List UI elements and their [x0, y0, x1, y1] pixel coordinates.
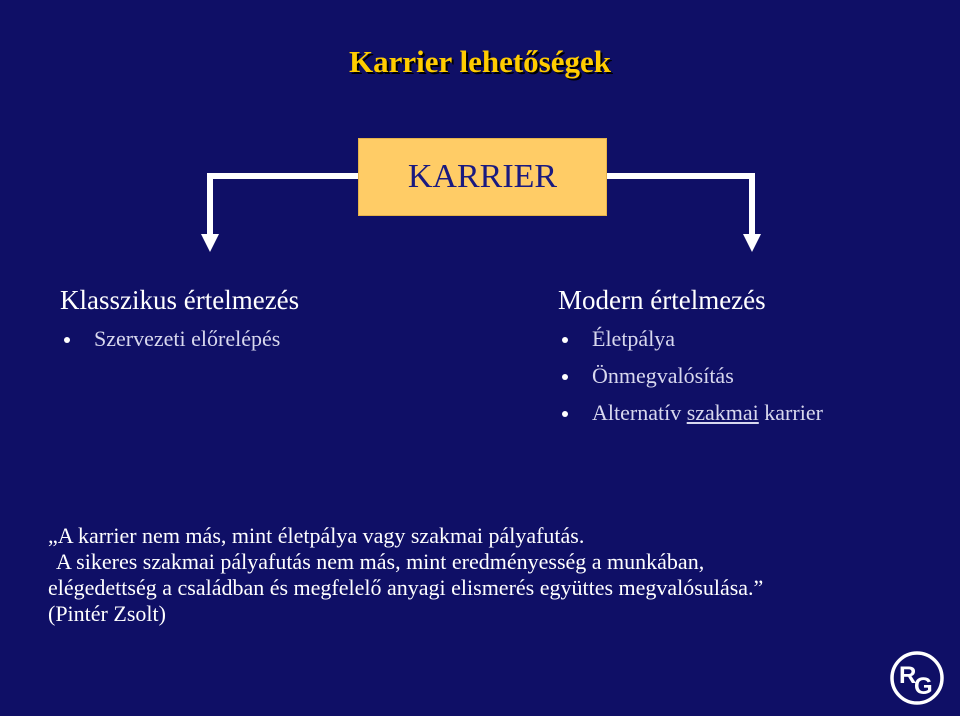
bullet-icon	[562, 374, 568, 380]
right-arrowhead	[743, 234, 761, 252]
classic-heading: Klasszikus értelmezés	[60, 285, 300, 315]
bullet-icon	[562, 411, 568, 417]
logo-letter-g: G	[914, 673, 933, 700]
list-item-underlined: szakmai	[686, 400, 759, 425]
right-connector-line	[605, 176, 752, 236]
left-arrowhead	[201, 234, 219, 252]
list-item	[558, 400, 823, 437]
modern-heading: Modern értelmezés	[558, 285, 766, 315]
list-item	[60, 326, 280, 363]
slide-title: Karrier lehetőségek	[349, 44, 611, 79]
karrier-box-label: KARRIER	[407, 158, 558, 195]
list-item-text: Önmegvalósítás	[592, 363, 734, 388]
list-item	[558, 363, 823, 400]
bullet-icon	[562, 337, 568, 343]
left-connector-line	[210, 176, 358, 236]
bullet-icon	[64, 337, 70, 343]
quote-line-3: elégedettség a családban és megfelelő anyagi elismerés együttes megvalósulása.”	[48, 575, 764, 600]
rg-logo-icon	[889, 650, 945, 706]
karrier-box	[358, 138, 607, 216]
list-item-suffix: karrier	[758, 400, 823, 425]
classic-list	[60, 326, 280, 363]
list-item-text: Életpálya	[592, 326, 676, 351]
quote-block	[48, 523, 928, 627]
list-item-prefix: Alternatív	[592, 400, 687, 425]
logo-letter-r: R	[899, 662, 917, 689]
modern-list	[558, 326, 823, 437]
quote-line-1: „A karrier nem más, mint életpálya vagy szakmai pályafutás.	[48, 523, 585, 548]
quote-line-2: A sikeres szakmai pályafutás nem más, mint eredményesség a munkában,	[56, 549, 705, 574]
quote-author: (Pintér Zsolt)	[48, 601, 166, 626]
list-item	[558, 326, 823, 363]
list-item-text: Szervezeti előrelépés	[94, 326, 281, 351]
